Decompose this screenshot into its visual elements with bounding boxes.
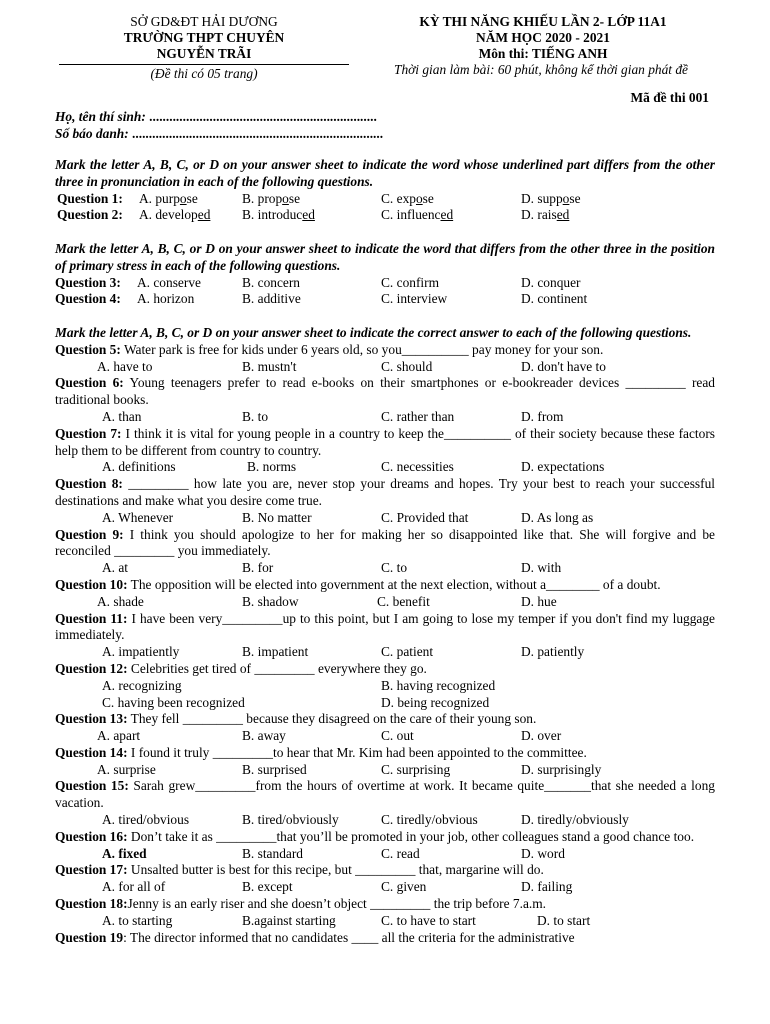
school-year: NĂM HỌC 2020 - 2021 xyxy=(476,30,610,45)
question-1 xyxy=(55,191,715,208)
candidate-id-dots: ........................................................................... xyxy=(128,126,384,141)
option-a: A. surprise xyxy=(97,761,156,777)
option-d: D. patiently xyxy=(521,644,585,660)
option-b: B.against starting xyxy=(242,912,336,928)
option-c: C. should xyxy=(381,358,433,374)
exam-title: KỲ THI NĂNG KHIẾU LẦN 2- LỚP 11A1 xyxy=(419,14,667,29)
question-6-options xyxy=(55,409,715,426)
option-d: D. expectations xyxy=(521,459,605,475)
option-a: A. at xyxy=(102,560,129,576)
option-d: D. As long as xyxy=(521,509,594,525)
option-b: B. except xyxy=(242,879,293,895)
school-header xyxy=(55,14,353,82)
question-3 xyxy=(55,275,715,292)
question-5-options xyxy=(55,359,715,376)
option-c: C. read xyxy=(381,845,420,861)
question-12: Question 12: Celebrities get tired of _________ everywhere they go. xyxy=(55,660,427,676)
option-a: A. conserve xyxy=(137,274,201,290)
exam-header xyxy=(362,14,724,78)
question-15-options xyxy=(55,812,715,829)
question-6: Question 6: Young teenagers prefer to read e-books on their smartphones or e-bookreader devices _________ read traditional books. xyxy=(55,375,716,408)
option-a: A. Whenever xyxy=(102,509,174,525)
option-c: C. confirm xyxy=(381,274,440,290)
option-b: B. norms xyxy=(247,459,297,475)
question-14-options xyxy=(55,762,715,779)
school-name-2: NGUYỄN TRÃI xyxy=(156,46,252,61)
option-a: A. to starting xyxy=(102,912,173,928)
question-8: Question 8: _________ how late you are, never stop your dreams and hopes. Try your best to reach your successful destinations and make what you desire come true. xyxy=(55,476,716,508)
question-label: Question 2: xyxy=(57,207,123,223)
question-5: Question 5: Water park is free for kids under 6 years old, so you__________ pay money for your son. xyxy=(55,341,604,357)
candidate-id-label: Số báo danh: xyxy=(55,126,129,141)
candidate-id-line xyxy=(55,125,383,142)
option-b: B. to xyxy=(242,408,269,424)
option-c: C. influenced xyxy=(381,207,454,223)
subject: Môn thi: TIẾNG ANH xyxy=(478,46,608,61)
question-11-options xyxy=(55,644,715,661)
question-9: Question 9: I think you should apologize to her for making her so disappointed like that. She will forgive and be reconciled _________ you immediately. xyxy=(55,526,716,559)
question-17: Question 17: Unsalted butter is best for this recipe, but _________ that, margarine will do. xyxy=(55,862,544,878)
option-c: C. tiredly/obvious xyxy=(381,812,478,828)
option-d: D. word xyxy=(521,845,565,861)
option-c: C. necessities xyxy=(381,459,454,475)
option-d: D. to start xyxy=(537,912,591,928)
question-12-options-row1 xyxy=(55,678,715,695)
option-b: B. surprised xyxy=(242,761,307,777)
option-a: A. shade xyxy=(97,593,144,609)
option-b: B. concern xyxy=(242,274,301,290)
question-7: Question 7: I think it is vital for young people in a country to keep the__________ of their society because these factors help them to be different from country to country. xyxy=(55,425,715,458)
option-a: A. apart xyxy=(97,728,141,744)
question-7-options xyxy=(55,459,715,476)
question-2 xyxy=(55,207,715,224)
question-15: Question 15: Sarah grew_________from the hours of overtime at work. It became quite_______that she needed a long vacation. xyxy=(55,778,715,811)
question-13: Question 13: They fell _________ because they disagreed on the care of their young son. xyxy=(55,711,537,727)
question-19: Question 19: The director informed that no candidates ____ all the criteria for the administrative xyxy=(55,929,575,945)
option-a: A. impatiently xyxy=(102,644,180,660)
option-b: B. additive xyxy=(242,291,301,307)
option-c: C. benefit xyxy=(377,593,430,609)
option-b: B. impatient xyxy=(242,644,309,660)
question-8-options xyxy=(55,510,715,527)
option-d: D. over xyxy=(521,728,562,744)
option-c: C. interview xyxy=(381,291,448,307)
option-d: D. with xyxy=(521,560,562,576)
page-count-note: (Đề thi có 05 trang) xyxy=(150,66,258,81)
candidate-name-label: Họ, tên thí sinh: xyxy=(55,109,146,124)
question-17-options xyxy=(55,879,715,896)
option-a: A. have to xyxy=(97,358,153,374)
option-c: C. rather than xyxy=(381,408,455,424)
option-a: A. horizon xyxy=(137,291,195,307)
option-a: A. recognizing xyxy=(102,677,182,693)
option-b: B. tired/obviously xyxy=(242,812,339,828)
section-grammar-instruction: Mark the letter A, B, C, or D on your answer sheet to indicate the correct answer to each of the following questions. xyxy=(55,324,692,340)
option-d: D. failing xyxy=(521,879,573,895)
option-b: B. introduced xyxy=(242,207,315,223)
option-c: C. given xyxy=(381,879,427,895)
option-a: A. developed xyxy=(139,207,211,223)
option-a: A. purpose xyxy=(139,190,198,206)
option-c: C. to xyxy=(381,560,408,576)
option-c: C. having been recognized xyxy=(102,694,245,710)
question-label: Question 4: xyxy=(55,291,121,307)
option-a: A. tired/obvious xyxy=(102,812,190,828)
question-11: Question 11: I have been very_________up to this point, but I am going to lose my temper if you don't find my luggage immediately. xyxy=(55,610,715,643)
school-name: TRƯỜNG THPT CHUYÊN xyxy=(123,30,285,45)
option-d: D. surprisingly xyxy=(521,761,602,777)
option-c: C. to have to start xyxy=(381,912,476,928)
question-label: Question 3: xyxy=(55,274,121,290)
option-b: B. propose xyxy=(242,190,301,206)
question-4 xyxy=(55,291,715,308)
option-b: B. shadow xyxy=(242,593,299,609)
candidate-info xyxy=(55,108,383,142)
option-a: A. definitions xyxy=(102,459,176,475)
section-pronunciation-instruction: Mark the letter A, B, C, or D on your answer sheet to indicate the word whose underlined part differs from the other three in pronunciation in each of the following questions. xyxy=(55,157,715,189)
question-16-options xyxy=(55,846,715,863)
department-name: SỞ GD&ĐT HẢI DƯƠNG xyxy=(130,14,278,29)
option-c: C. out xyxy=(381,728,414,744)
option-b: B. standard xyxy=(242,845,303,861)
option-c: C. surprising xyxy=(381,761,451,777)
time-note: Thời gian làm bài: 60 phút, không kể thời gian phát đề xyxy=(394,62,688,77)
header-divider xyxy=(59,64,349,65)
exam-content xyxy=(55,157,715,946)
option-d: D. suppose xyxy=(521,190,581,206)
option-b: B. mustn't xyxy=(242,358,297,374)
option-d: D. being recognized xyxy=(381,694,490,710)
option-b: B. for xyxy=(242,560,274,576)
option-d: D. continent xyxy=(521,291,588,307)
option-a: A. fixed xyxy=(102,845,147,861)
option-d: D. raised xyxy=(521,207,570,223)
candidate-name-dots: .................................................................... xyxy=(145,109,377,124)
candidate-name-line xyxy=(55,108,383,125)
option-c: C. expose xyxy=(381,190,434,206)
option-d: D. hue xyxy=(521,593,557,609)
question-14: Question 14: I found it truly _________to hear that Mr. Kim had been appointed to the committee. xyxy=(55,744,587,760)
question-12-options-row2 xyxy=(55,695,715,712)
question-13-options xyxy=(55,728,715,745)
question-10: Question 10: The opposition will be elected into government at the next election, without a________ of a doubt. xyxy=(55,576,661,592)
question-16: Question 16: Don’t take it as _________that you’ll be promoted in your job, other colleagues stand a good chance too. xyxy=(55,828,695,844)
option-d: D. tiredly/obviously xyxy=(521,812,629,828)
question-label: Question 1: xyxy=(57,190,123,206)
option-a: A. for all of xyxy=(102,879,166,895)
question-18: Question 18:Jenny is an early riser and she doesn’t object _________ the trip before 7.a.m. xyxy=(55,896,547,912)
question-9-options xyxy=(55,560,715,577)
option-b: B. No matter xyxy=(242,509,312,525)
option-b: B. having recognized xyxy=(381,677,496,693)
option-d: D. don't have to xyxy=(521,358,606,374)
question-18-options xyxy=(55,913,715,930)
option-c: C. patient xyxy=(381,644,434,660)
question-10-options xyxy=(55,594,715,611)
exam-code: Mã đề thi 001 xyxy=(630,90,709,105)
option-d: D. conquer xyxy=(521,274,581,290)
section-stress-instruction: Mark the letter A, B, C, or D on your answer sheet to indicate the word that differs from the other three in the position of primary stress in each of the following questions. xyxy=(55,240,715,273)
option-a: A. than xyxy=(102,408,142,424)
option-b: B. away xyxy=(242,728,286,744)
option-d: D. from xyxy=(521,408,564,424)
option-c: C. Provided that xyxy=(381,509,469,525)
